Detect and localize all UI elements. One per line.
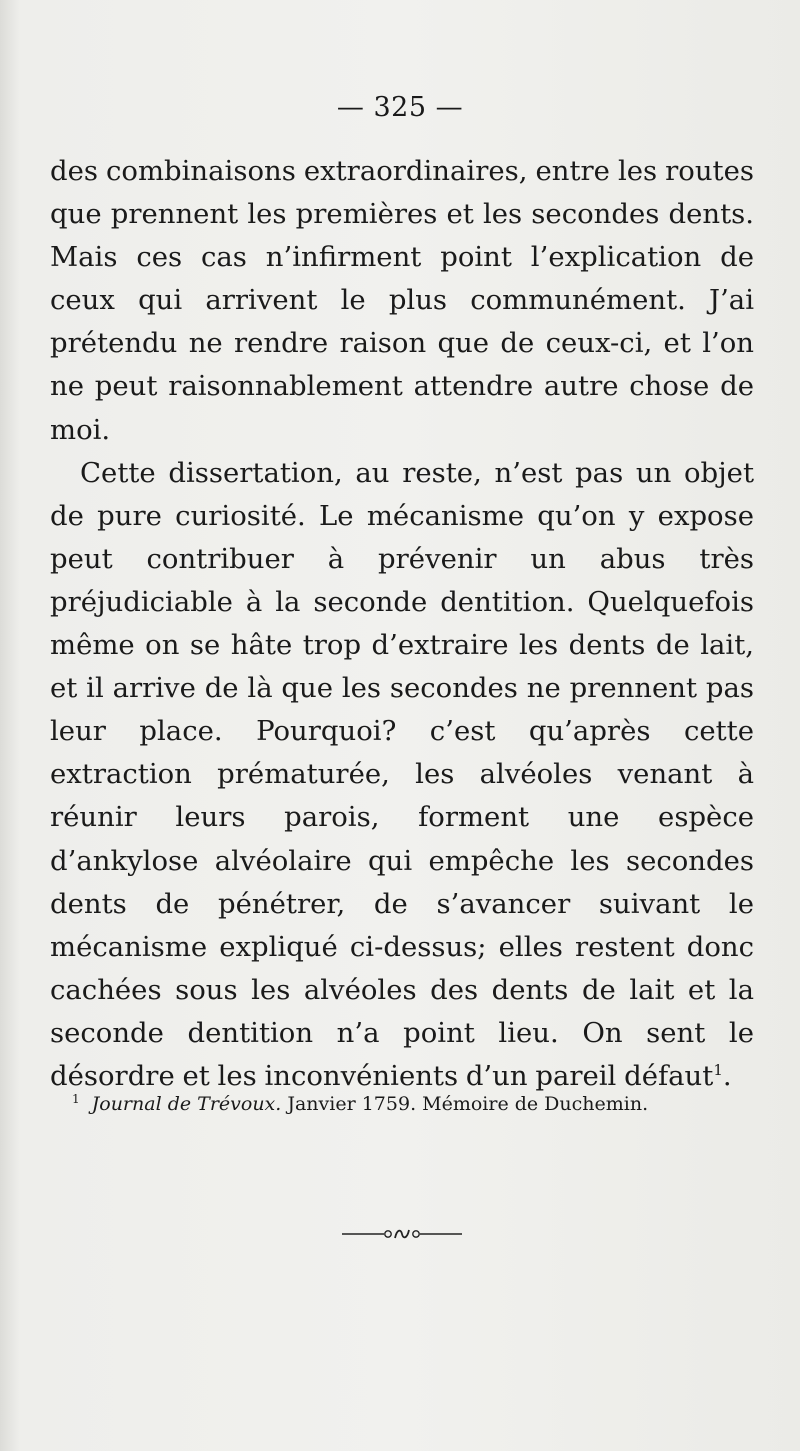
body-text (50, 150, 754, 1098)
footnote-journal: Journal de Trévoux. (91, 1093, 282, 1115)
footnote-text: Janvier 1759. Mémoire de Duchemin. (281, 1093, 649, 1115)
footnote-reference: 1 (713, 1060, 723, 1079)
paragraph-end: . (722, 1059, 732, 1092)
paragraph: des combinaisons extraordinaires, entre les routes que prennent les premières et les secondes dents. Mais ces cas n’infirment point l’explication de ceux qui arrivent le plus communément. J’ai prétendu ne rendre raison que de ceux-ci, et l’on ne peut raisonnablement attendre autre chose de moi. (50, 155, 754, 446)
paragraph-with-footnote (50, 452, 754, 1098)
footnote (72, 1092, 752, 1116)
paragraph-text: Cette dissertation, au reste, n’est pas un objet de pure curiosité. Le mécanisme qu’on y expose peut contribuer à prévenir un abus très préjudiciable à la seconde dentition. Quelquefois même on se hâte trop d’extraire les dents de lait, et il arrive de là que les secondes ne prennent pas leur place. Pourquoi? c’est qu’après cette extraction prématurée, les alvéoles venant à réunir leurs parois, forment une espèce d’ankylose alvéolaire qui empêche les secondes dents de pénétrer, de s’avancer suivant le mécanisme expliqué ci-dessus; elles restent donc cachées sous les alvéoles des dents de lait et la seconde dentition n’a point lieu. On sent le désordre et les inconvénients d’un pareil défaut (50, 456, 754, 1092)
page-number: — 325 — (336, 92, 464, 123)
footnote-mark: 1 (72, 1091, 80, 1106)
ornament-icon (340, 1226, 464, 1242)
